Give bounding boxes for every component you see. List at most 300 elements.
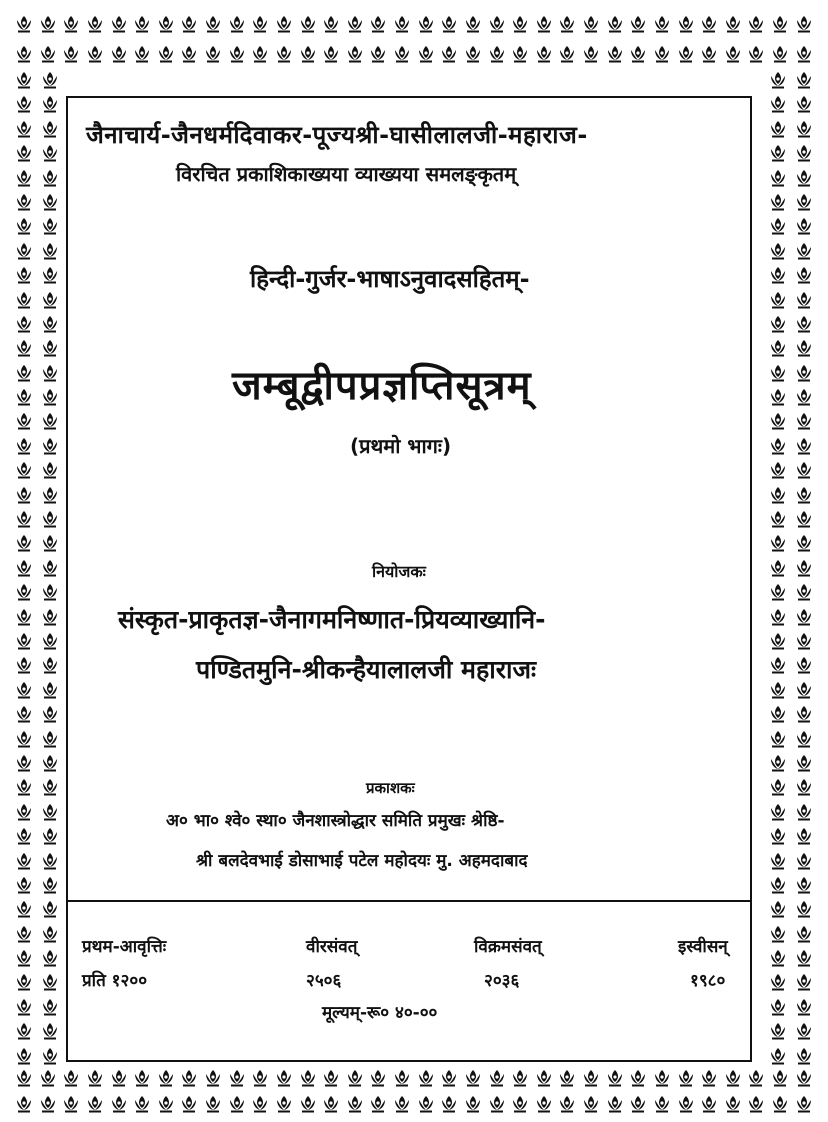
lotus-ornament-icon bbox=[40, 631, 60, 651]
lotus-ornament-icon bbox=[250, 44, 270, 64]
lotus-ornament-icon bbox=[768, 826, 788, 846]
lotus-ornament-icon bbox=[85, 1068, 105, 1088]
lotus-ornament-icon bbox=[14, 192, 34, 212]
lotus-ornament-icon bbox=[179, 1068, 199, 1088]
lotus-ornament-icon bbox=[321, 1068, 341, 1088]
lotus-ornament-icon bbox=[14, 216, 34, 236]
lotus-ornament-icon bbox=[14, 1046, 34, 1066]
lotus-ornament-icon bbox=[794, 753, 814, 773]
lotus-ornament-icon bbox=[794, 680, 814, 700]
lotus-ornament-icon bbox=[794, 94, 814, 114]
lotus-ornament-icon bbox=[14, 460, 34, 480]
lotus-ornament-icon bbox=[768, 899, 788, 919]
vira-samvat-value: २५०६ bbox=[306, 971, 342, 991]
lotus-ornament-icon bbox=[85, 14, 105, 34]
lotus-ornament-icon bbox=[487, 1068, 507, 1088]
lotus-ornament-icon bbox=[794, 704, 814, 724]
lotus-ornament-icon bbox=[463, 1068, 483, 1088]
lotus-ornament-icon bbox=[14, 680, 34, 700]
lotus-ornament-icon bbox=[794, 14, 814, 34]
lotus-ornament-icon bbox=[40, 314, 60, 334]
lotus-ornament-icon bbox=[723, 1094, 743, 1114]
lotus-ornament-icon bbox=[40, 216, 60, 236]
lotus-ornament-icon bbox=[794, 460, 814, 480]
niyojaka-label: नियोजकः bbox=[372, 562, 426, 581]
lotus-ornament-icon bbox=[368, 44, 388, 64]
lotus-ornament-icon bbox=[14, 948, 34, 968]
lotus-ornament-icon bbox=[794, 192, 814, 212]
lotus-ornament-icon bbox=[227, 14, 247, 34]
lotus-ornament-icon bbox=[40, 972, 60, 992]
lotus-ornament-icon bbox=[14, 777, 34, 797]
lotus-ornament-icon bbox=[14, 411, 34, 431]
lotus-ornament-icon bbox=[794, 729, 814, 749]
lotus-ornament-icon bbox=[156, 14, 176, 34]
lotus-ornament-icon bbox=[40, 607, 60, 627]
lotus-ornament-icon bbox=[794, 558, 814, 578]
lotus-ornament-icon bbox=[14, 119, 34, 139]
lotus-ornament-icon bbox=[439, 14, 459, 34]
ornament-row bbox=[14, 14, 814, 34]
lotus-ornament-icon bbox=[40, 265, 60, 285]
lotus-ornament-icon bbox=[14, 826, 34, 846]
lotus-ornament-icon bbox=[14, 44, 34, 64]
lotus-ornament-icon bbox=[768, 997, 788, 1017]
lotus-ornament-icon bbox=[652, 14, 672, 34]
lotus-ornament-icon bbox=[581, 14, 601, 34]
lotus-ornament-icon bbox=[794, 899, 814, 919]
lotus-ornament-icon bbox=[38, 44, 58, 64]
lotus-ornament-icon bbox=[768, 168, 788, 188]
lotus-ornament-icon bbox=[794, 802, 814, 822]
lotus-ornament-icon bbox=[40, 363, 60, 383]
lotus-ornament-icon bbox=[794, 851, 814, 871]
lotus-ornament-icon bbox=[14, 802, 34, 822]
lotus-ornament-icon bbox=[40, 241, 60, 261]
lotus-ornament-icon bbox=[463, 1094, 483, 1114]
lotus-ornament-icon bbox=[40, 94, 60, 114]
lotus-ornament-icon bbox=[768, 558, 788, 578]
lotus-ornament-icon bbox=[203, 1068, 223, 1088]
lotus-ornament-icon bbox=[794, 216, 814, 236]
lotus-ornament-icon bbox=[794, 265, 814, 285]
lotus-ornament-icon bbox=[392, 1094, 412, 1114]
lotus-ornament-icon bbox=[14, 655, 34, 675]
lotus-ornament-icon bbox=[368, 14, 388, 34]
lotus-ornament-icon bbox=[14, 290, 34, 310]
lotus-ornament-icon bbox=[557, 14, 577, 34]
lotus-ornament-icon bbox=[14, 631, 34, 651]
lotus-ornament-icon bbox=[723, 44, 743, 64]
lotus-ornament-icon bbox=[40, 290, 60, 310]
lotus-ornament-icon bbox=[746, 1068, 766, 1088]
lotus-ornament-icon bbox=[14, 241, 34, 261]
lotus-ornament-icon bbox=[14, 1068, 34, 1088]
lotus-ornament-icon bbox=[40, 924, 60, 944]
lotus-ornament-icon bbox=[699, 14, 719, 34]
lotus-ornament-icon bbox=[298, 14, 318, 34]
lotus-ornament-icon bbox=[156, 1094, 176, 1114]
lotus-ornament-icon bbox=[794, 119, 814, 139]
lotus-ornament-icon bbox=[14, 314, 34, 334]
lotus-ornament-icon bbox=[768, 704, 788, 724]
isvi-san-header: इस्वीसन् bbox=[678, 937, 728, 957]
lotus-ornament-icon bbox=[345, 1068, 365, 1088]
lotus-ornament-icon bbox=[368, 1068, 388, 1088]
lotus-ornament-icon bbox=[768, 875, 788, 895]
lotus-ornament-icon bbox=[768, 777, 788, 797]
ornament-row bbox=[14, 44, 814, 64]
vira-samvat-header: वीरसंवत् bbox=[306, 937, 358, 957]
lotus-ornament-icon bbox=[14, 143, 34, 163]
lotus-ornament-icon bbox=[14, 168, 34, 188]
ornament-column bbox=[768, 70, 788, 1066]
lotus-ornament-icon bbox=[298, 1068, 318, 1088]
lotus-ornament-icon bbox=[40, 485, 60, 505]
lotus-ornament-icon bbox=[768, 533, 788, 553]
lotus-ornament-icon bbox=[40, 777, 60, 797]
lotus-ornament-icon bbox=[109, 44, 129, 64]
lotus-ornament-icon bbox=[274, 44, 294, 64]
lotus-ornament-icon bbox=[40, 655, 60, 675]
lotus-ornament-icon bbox=[794, 972, 814, 992]
lotus-ornament-icon bbox=[40, 509, 60, 529]
lotus-ornament-icon bbox=[794, 509, 814, 529]
lotus-ornament-icon bbox=[40, 729, 60, 749]
lotus-ornament-icon bbox=[768, 948, 788, 968]
price: मूल्यम्-रू० ४०-०० bbox=[322, 1003, 438, 1023]
lotus-ornament-icon bbox=[768, 460, 788, 480]
lotus-ornament-icon bbox=[40, 997, 60, 1017]
lotus-ornament-icon bbox=[156, 1068, 176, 1088]
lotus-ornament-icon bbox=[794, 143, 814, 163]
lotus-ornament-icon bbox=[768, 802, 788, 822]
lotus-ornament-icon bbox=[40, 802, 60, 822]
lotus-ornament-icon bbox=[652, 1094, 672, 1114]
lotus-ornament-icon bbox=[40, 1046, 60, 1066]
lotus-ornament-icon bbox=[628, 1068, 648, 1088]
lotus-ornament-icon bbox=[794, 387, 814, 407]
lotus-ornament-icon bbox=[250, 14, 270, 34]
lotus-ornament-icon bbox=[534, 14, 554, 34]
lotus-ornament-icon bbox=[14, 363, 34, 383]
lotus-ornament-icon bbox=[14, 582, 34, 602]
publisher-line-2: श्री बलदेवभाई डोसाभाई पटेल महोदयः मु. अहमदाबाद bbox=[196, 851, 528, 871]
lotus-ornament-icon bbox=[676, 1068, 696, 1088]
lotus-ornament-icon bbox=[14, 1094, 34, 1114]
volume-label: (प्रथमो भागः) bbox=[350, 434, 452, 458]
lotus-ornament-icon bbox=[298, 44, 318, 64]
lotus-ornament-icon bbox=[61, 1094, 81, 1114]
lotus-ornament-icon bbox=[40, 70, 60, 90]
lotus-ornament-icon bbox=[605, 14, 625, 34]
lotus-ornament-icon bbox=[345, 1094, 365, 1114]
lotus-ornament-icon bbox=[40, 168, 60, 188]
lotus-ornament-icon bbox=[794, 436, 814, 456]
lotus-ornament-icon bbox=[768, 729, 788, 749]
lotus-ornament-icon bbox=[439, 44, 459, 64]
lotus-ornament-icon bbox=[770, 14, 790, 34]
lotus-ornament-icon bbox=[40, 1021, 60, 1041]
lotus-ornament-icon bbox=[768, 338, 788, 358]
lotus-ornament-icon bbox=[487, 44, 507, 64]
lotus-ornament-icon bbox=[768, 680, 788, 700]
lotus-ornament-icon bbox=[628, 14, 648, 34]
lotus-ornament-icon bbox=[794, 363, 814, 383]
lotus-ornament-icon bbox=[794, 70, 814, 90]
lotus-ornament-icon bbox=[40, 460, 60, 480]
lotus-ornament-icon bbox=[794, 411, 814, 431]
lotus-ornament-icon bbox=[14, 1021, 34, 1041]
lotus-ornament-icon bbox=[274, 14, 294, 34]
lotus-ornament-icon bbox=[463, 14, 483, 34]
lotus-ornament-icon bbox=[40, 899, 60, 919]
ornament-column bbox=[40, 70, 60, 1066]
lotus-ornament-icon bbox=[416, 44, 436, 64]
isvi-san-value: १९८० bbox=[690, 971, 726, 991]
ornament-row bbox=[14, 1094, 814, 1114]
lotus-ornament-icon bbox=[768, 314, 788, 334]
lotus-ornament-icon bbox=[109, 14, 129, 34]
lotus-ornament-icon bbox=[699, 44, 719, 64]
lotus-ornament-icon bbox=[487, 14, 507, 34]
lotus-ornament-icon bbox=[723, 1068, 743, 1088]
lotus-ornament-icon bbox=[628, 1094, 648, 1114]
lotus-ornament-icon bbox=[768, 631, 788, 651]
lotus-ornament-icon bbox=[392, 14, 412, 34]
lotus-ornament-icon bbox=[274, 1068, 294, 1088]
lotus-ornament-icon bbox=[770, 1094, 790, 1114]
lotus-ornament-icon bbox=[794, 533, 814, 553]
lotus-ornament-icon bbox=[605, 44, 625, 64]
lotus-ornament-icon bbox=[14, 558, 34, 578]
lotus-ornament-icon bbox=[768, 972, 788, 992]
lotus-ornament-icon bbox=[321, 14, 341, 34]
lotus-ornament-icon bbox=[768, 1021, 788, 1041]
lotus-ornament-icon bbox=[794, 168, 814, 188]
lotus-ornament-icon bbox=[534, 44, 554, 64]
lotus-ornament-icon bbox=[652, 1068, 672, 1088]
lotus-ornament-icon bbox=[40, 948, 60, 968]
lotus-ornament-icon bbox=[768, 436, 788, 456]
lotus-ornament-icon bbox=[463, 44, 483, 64]
lotus-ornament-icon bbox=[699, 1094, 719, 1114]
ornament-row bbox=[14, 1068, 814, 1088]
niyojaka-line-2: पण्डितमुनि-श्रीकन्हैयालालजी महाराजः bbox=[196, 655, 537, 684]
lotus-ornament-icon bbox=[768, 851, 788, 871]
lotus-ornament-icon bbox=[794, 44, 814, 64]
lotus-ornament-icon bbox=[768, 582, 788, 602]
lotus-ornament-icon bbox=[321, 44, 341, 64]
lotus-ornament-icon bbox=[14, 972, 34, 992]
lotus-ornament-icon bbox=[510, 1068, 530, 1088]
lotus-ornament-icon bbox=[14, 94, 34, 114]
lotus-ornament-icon bbox=[40, 851, 60, 871]
lotus-ornament-icon bbox=[14, 338, 34, 358]
lotus-ornament-icon bbox=[581, 1068, 601, 1088]
lotus-ornament-icon bbox=[794, 875, 814, 895]
lotus-ornament-icon bbox=[40, 875, 60, 895]
lotus-ornament-icon bbox=[510, 14, 530, 34]
lotus-ornament-icon bbox=[770, 1068, 790, 1088]
lotus-ornament-icon bbox=[203, 44, 223, 64]
lotus-ornament-icon bbox=[746, 44, 766, 64]
lotus-ornament-icon bbox=[109, 1094, 129, 1114]
lotus-ornament-icon bbox=[40, 411, 60, 431]
lotus-ornament-icon bbox=[794, 485, 814, 505]
lotus-ornament-icon bbox=[628, 44, 648, 64]
lotus-ornament-icon bbox=[676, 44, 696, 64]
lotus-ornament-icon bbox=[510, 1094, 530, 1114]
lotus-ornament-icon bbox=[14, 509, 34, 529]
lotus-ornament-icon bbox=[768, 387, 788, 407]
header-line-1: जैनाचार्य-जैनधर्मदिवाकर-पूज्यश्री-घासीलालजी-महाराज- bbox=[86, 121, 588, 149]
lotus-ornament-icon bbox=[132, 44, 152, 64]
lotus-ornament-icon bbox=[557, 1094, 577, 1114]
lotus-ornament-icon bbox=[768, 241, 788, 261]
lotus-ornament-icon bbox=[40, 826, 60, 846]
lotus-ornament-icon bbox=[652, 44, 672, 64]
lotus-ornament-icon bbox=[368, 1094, 388, 1114]
lotus-ornament-icon bbox=[14, 485, 34, 505]
lotus-ornament-icon bbox=[581, 44, 601, 64]
lotus-ornament-icon bbox=[40, 387, 60, 407]
lotus-ornament-icon bbox=[179, 14, 199, 34]
lotus-ornament-icon bbox=[345, 44, 365, 64]
lotus-ornament-icon bbox=[40, 436, 60, 456]
lotus-ornament-icon bbox=[61, 1068, 81, 1088]
lotus-ornament-icon bbox=[794, 241, 814, 261]
lotus-ornament-icon bbox=[250, 1094, 270, 1114]
lotus-ornament-icon bbox=[14, 924, 34, 944]
lotus-ornament-icon bbox=[109, 1068, 129, 1088]
lotus-ornament-icon bbox=[40, 119, 60, 139]
lotus-ornament-icon bbox=[768, 265, 788, 285]
lotus-ornament-icon bbox=[768, 753, 788, 773]
lotus-ornament-icon bbox=[14, 387, 34, 407]
lotus-ornament-icon bbox=[40, 582, 60, 602]
lotus-ornament-icon bbox=[40, 338, 60, 358]
lotus-ornament-icon bbox=[85, 44, 105, 64]
lotus-ornament-icon bbox=[794, 655, 814, 675]
lotus-ornament-icon bbox=[61, 44, 81, 64]
lotus-ornament-icon bbox=[768, 485, 788, 505]
lotus-ornament-icon bbox=[14, 729, 34, 749]
lotus-ornament-icon bbox=[14, 753, 34, 773]
lotus-ornament-icon bbox=[40, 192, 60, 212]
lotus-ornament-icon bbox=[768, 509, 788, 529]
lotus-ornament-icon bbox=[794, 314, 814, 334]
lotus-ornament-icon bbox=[768, 192, 788, 212]
lotus-ornament-icon bbox=[699, 1068, 719, 1088]
lotus-ornament-icon bbox=[723, 14, 743, 34]
lotus-ornament-icon bbox=[768, 924, 788, 944]
lotus-ornament-icon bbox=[770, 44, 790, 64]
lotus-ornament-icon bbox=[768, 1046, 788, 1066]
book-title: जम्बूद्वीपप्रज्ञप्तिसूत्रम् bbox=[232, 363, 532, 409]
lotus-ornament-icon bbox=[14, 899, 34, 919]
lotus-ornament-icon bbox=[746, 14, 766, 34]
lotus-ornament-icon bbox=[40, 143, 60, 163]
lotus-ornament-icon bbox=[203, 14, 223, 34]
lotus-ornament-icon bbox=[14, 14, 34, 34]
niyojaka-line-1: संस्कृत-प्राकृतज्ञ-जैनागमनिष्णात-प्रियव्याख्यानि- bbox=[118, 605, 546, 634]
lotus-ornament-icon bbox=[768, 216, 788, 236]
lotus-ornament-icon bbox=[676, 1094, 696, 1114]
lotus-ornament-icon bbox=[321, 1094, 341, 1114]
lotus-ornament-icon bbox=[794, 997, 814, 1017]
lotus-ornament-icon bbox=[40, 558, 60, 578]
lotus-ornament-icon bbox=[768, 290, 788, 310]
lotus-ornament-icon bbox=[156, 44, 176, 64]
lotus-ornament-icon bbox=[14, 607, 34, 627]
lotus-ornament-icon bbox=[40, 680, 60, 700]
lotus-ornament-icon bbox=[38, 1094, 58, 1114]
lotus-ornament-icon bbox=[487, 1094, 507, 1114]
lotus-ornament-icon bbox=[61, 14, 81, 34]
lotus-ornament-icon bbox=[768, 143, 788, 163]
lotus-ornament-icon bbox=[132, 1094, 152, 1114]
lotus-ornament-icon bbox=[794, 1068, 814, 1088]
lotus-ornament-icon bbox=[794, 826, 814, 846]
lotus-ornament-icon bbox=[392, 1068, 412, 1088]
lotus-ornament-icon bbox=[392, 44, 412, 64]
lotus-ornament-icon bbox=[794, 1021, 814, 1041]
lotus-ornament-icon bbox=[794, 607, 814, 627]
lotus-ornament-icon bbox=[250, 1068, 270, 1088]
lotus-ornament-icon bbox=[345, 14, 365, 34]
lotus-ornament-icon bbox=[794, 290, 814, 310]
lotus-ornament-icon bbox=[38, 1068, 58, 1088]
divider-rule bbox=[66, 900, 752, 902]
lotus-ornament-icon bbox=[298, 1094, 318, 1114]
lotus-ornament-icon bbox=[534, 1094, 554, 1114]
lotus-ornament-icon bbox=[274, 1094, 294, 1114]
lotus-ornament-icon bbox=[746, 1094, 766, 1114]
lotus-ornament-icon bbox=[439, 1068, 459, 1088]
lotus-ornament-icon bbox=[510, 44, 530, 64]
lotus-ornament-icon bbox=[794, 1046, 814, 1066]
lotus-ornament-icon bbox=[85, 1094, 105, 1114]
lotus-ornament-icon bbox=[794, 777, 814, 797]
ornament-column bbox=[794, 70, 814, 1066]
lotus-ornament-icon bbox=[416, 1068, 436, 1088]
lotus-ornament-icon bbox=[768, 70, 788, 90]
lotus-ornament-icon bbox=[132, 1068, 152, 1088]
header-line-3: हिन्दी-गुर्जर-भाषाऽनुवादसहितम्- bbox=[250, 265, 530, 293]
lotus-ornament-icon bbox=[132, 14, 152, 34]
publisher-label: प्रकाशकः bbox=[366, 779, 415, 797]
lotus-ornament-icon bbox=[227, 1094, 247, 1114]
lotus-ornament-icon bbox=[794, 582, 814, 602]
lotus-ornament-icon bbox=[581, 1094, 601, 1114]
ornament-column bbox=[14, 70, 34, 1066]
lotus-ornament-icon bbox=[794, 948, 814, 968]
lotus-ornament-icon bbox=[416, 14, 436, 34]
lotus-ornament-icon bbox=[768, 119, 788, 139]
lotus-ornament-icon bbox=[179, 1094, 199, 1114]
lotus-ornament-icon bbox=[203, 1094, 223, 1114]
lotus-ornament-icon bbox=[768, 411, 788, 431]
lotus-ornament-icon bbox=[14, 533, 34, 553]
lotus-ornament-icon bbox=[768, 94, 788, 114]
lotus-ornament-icon bbox=[794, 338, 814, 358]
vikram-samvat-value: २०३६ bbox=[484, 971, 520, 991]
lotus-ornament-icon bbox=[227, 44, 247, 64]
lotus-ornament-icon bbox=[14, 265, 34, 285]
lotus-ornament-icon bbox=[40, 533, 60, 553]
lotus-ornament-icon bbox=[227, 1068, 247, 1088]
